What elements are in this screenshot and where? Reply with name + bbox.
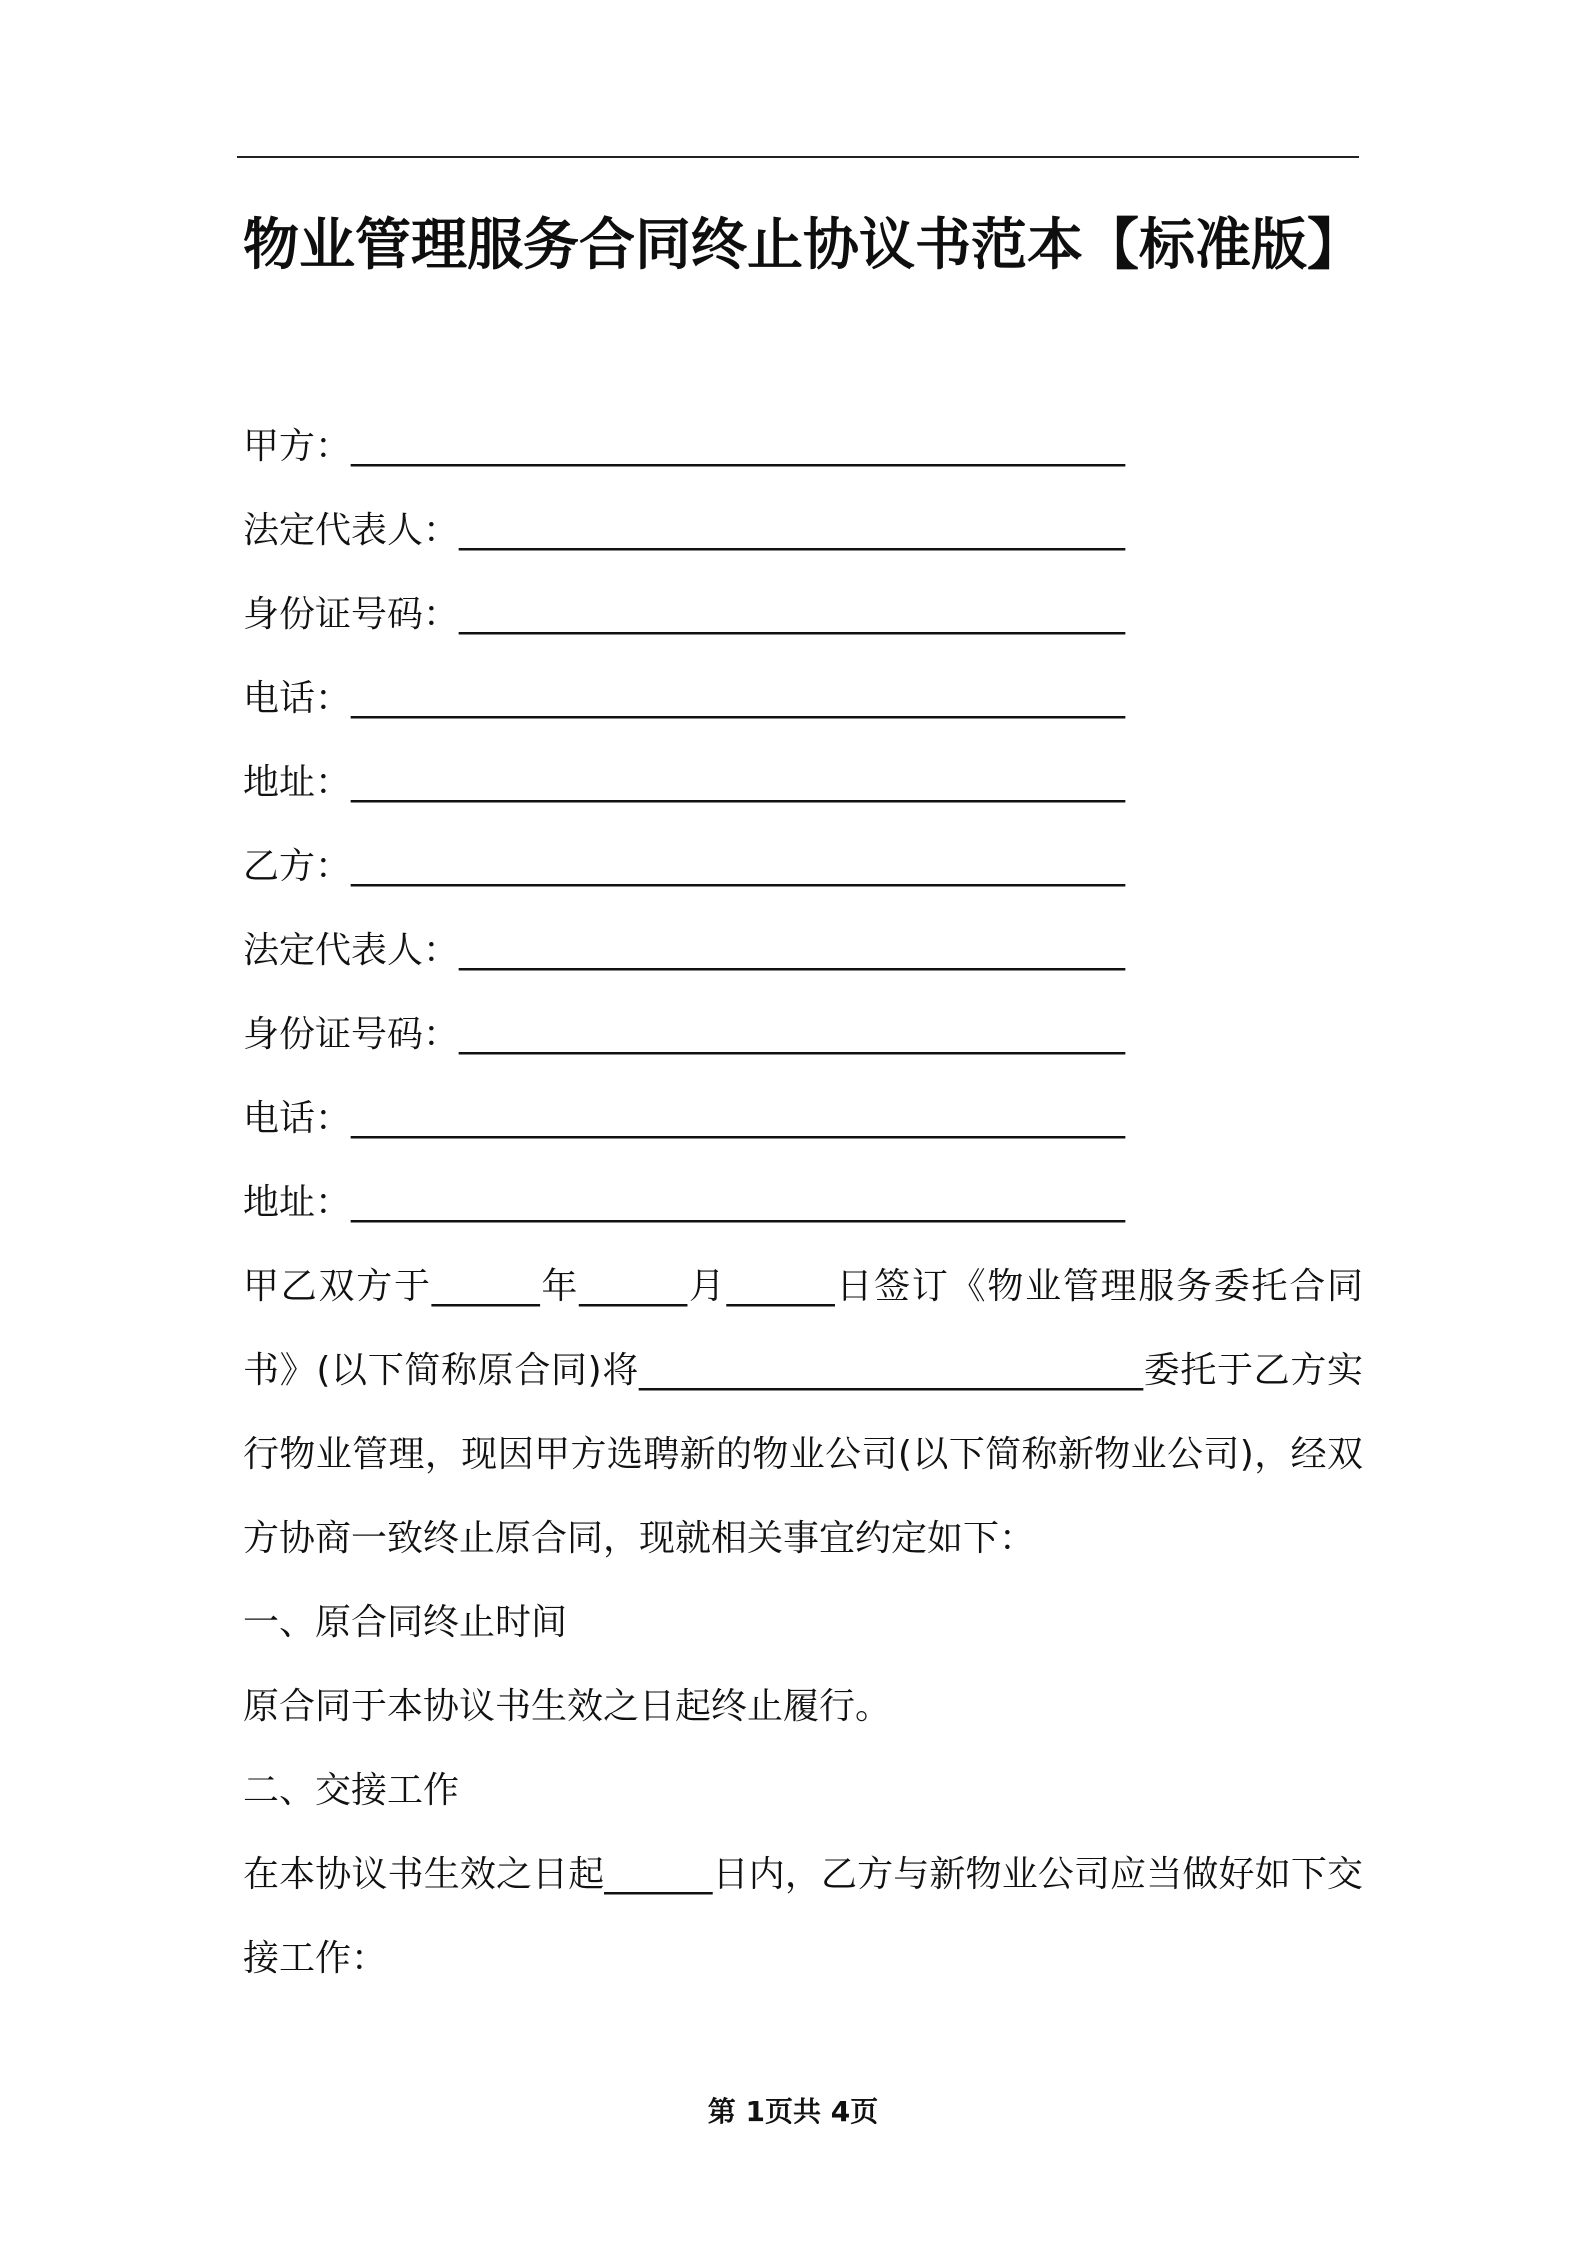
party-b-phone-field: 电话：___________________________________________: [243, 1098, 1126, 1139]
intro-paragraph: 甲乙双方于______年______月______日签订《物业管理服务委托合同书》(以下简称原合同)将____________________________委托于乙方实行物业管理，现因甲方选聘新的物业公司(以下简称新物业公司)，经双方协商一致终止原合同，现就相关事宜约定如下：: [243, 1266, 1363, 1559]
party-b-address-field: 地址：___________________________________________: [243, 1182, 1126, 1223]
section-2-heading: 二、交接工作: [243, 1770, 460, 1811]
page-indicator: 第 1页共 4页: [707, 2095, 879, 2128]
party-b-representative-field: 法定代表人：_____________________________________: [243, 930, 1126, 971]
section-1-body: 原合同于本协议书生效之日起终止履行。: [243, 1686, 892, 1727]
document-title: 物业管理服务合同终止协议书范本【标准版】: [243, 213, 1363, 278]
section-2-body: 在本协议书生效之日起______日内，乙方与新物业公司应当做好如下交接工作：: [243, 1854, 1363, 1979]
document-body: [243, 405, 1363, 2001]
party-a-address-field: 地址：___________________________________________: [243, 762, 1126, 803]
party-b-id-field: 身份证号码：_____________________________________: [243, 1014, 1126, 1055]
party-a-representative-field: 法定代表人：_____________________________________: [243, 510, 1126, 551]
party-a-phone-field: 电话：___________________________________________: [243, 678, 1126, 719]
party-b-field: 乙方：___________________________________________: [243, 846, 1126, 887]
party-a-field: 甲方：___________________________________________: [243, 426, 1126, 467]
party-a-id-field: 身份证号码：_____________________________________: [243, 594, 1126, 635]
header-rule: [237, 156, 1359, 158]
section-1-heading: 一、原合同终止时间: [243, 1602, 568, 1643]
